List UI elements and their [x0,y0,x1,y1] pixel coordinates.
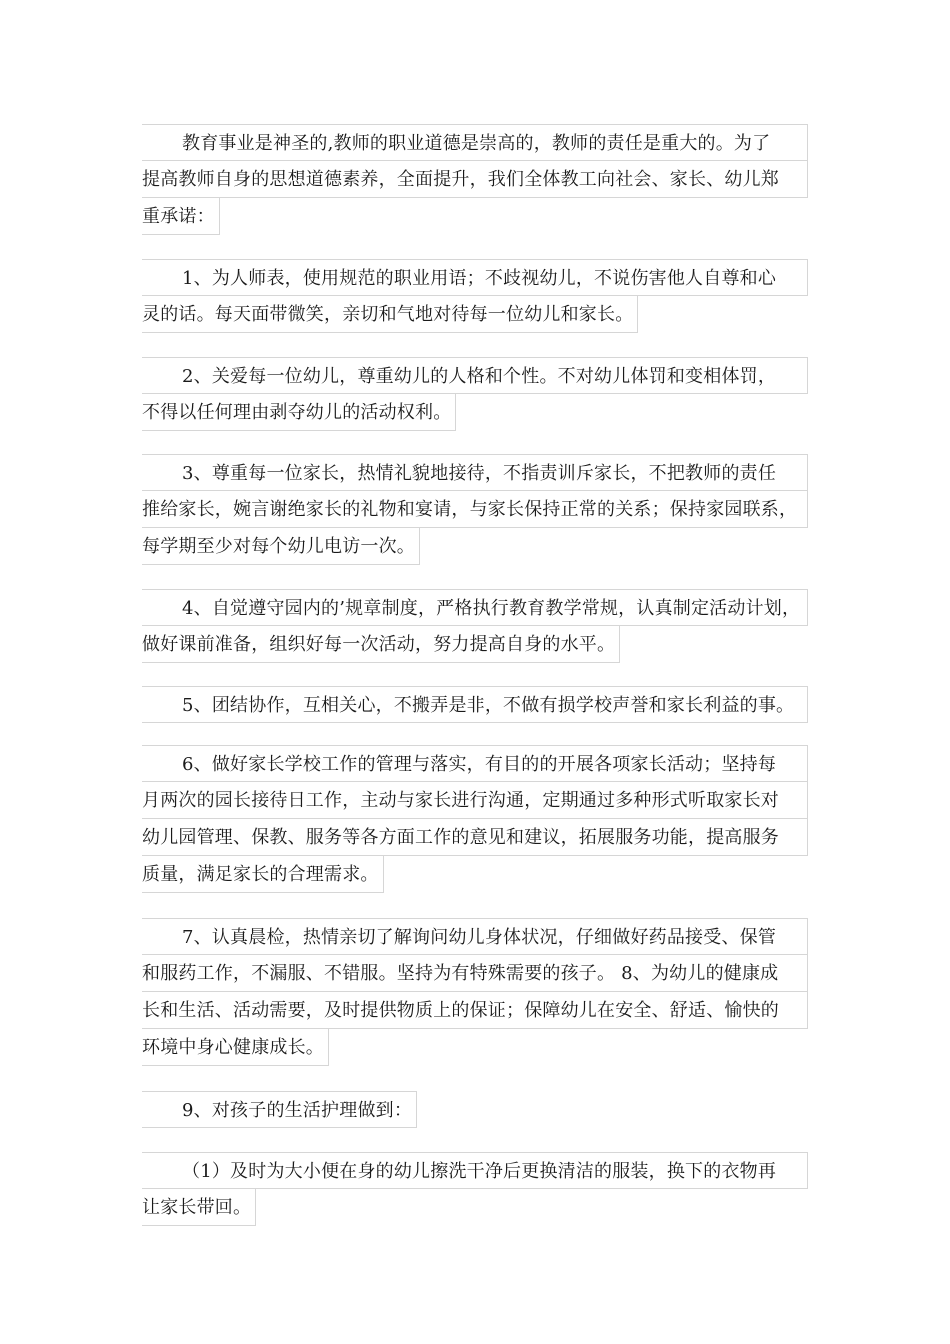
text-line: 3、尊重每一位家长，热情礼貌地接待，不指责训斥家长，不把教师的责任 [142,454,808,491]
text-line: 每学期至少对每个幼儿电访一次。 [142,528,420,565]
paragraph-item-5 [142,686,808,723]
paragraph-item-3 [142,454,808,569]
text-line: （1）及时为大小便在身的幼儿擦洗干净后更换清洁的服装，换下的衣物再 [142,1152,808,1189]
text-line: 1、为人师表，使用规范的职业用语；不歧视幼儿，不说伤害他人自尊和心 [142,259,808,296]
paragraph-item-7 [142,918,808,1070]
text-line: 提高教师自身的思想道德素养，全面提升，我们全体教工向社会、家长、幼儿郑 [142,161,808,198]
text-line: 幼儿园管理、保教、服务等各方面工作的意见和建议，拓展服务功能，提高服务 [142,819,808,856]
text-line: 教育事业是神圣的,教师的职业道德是崇高的，教师的责任是重大的。为了 [142,124,808,161]
text-line: 做好课前准备，组织好每一次活动，努力提高自身的水平。 [142,626,620,663]
text-line: 7、认真晨检，热情亲切了解询问幼儿身体状况，仔细做好药品接受、保管 [142,918,808,955]
paragraph-item-9-1 [142,1152,808,1230]
text-line: 9、对孩子的生活护理做到： [142,1091,417,1128]
text-line: 不得以任何理由剥夺幼儿的活动权利。 [142,394,456,431]
text-line: 重承诺： [142,198,220,235]
text-line: 长和生活、活动需要，及时提供物质上的保证；保障幼儿在安全、舒适、愉快的 [142,992,808,1029]
paragraph-item-1 [142,259,808,337]
text-line: 让家长带回。 [142,1189,256,1226]
text-line: 质量，满足家长的合理需求。 [142,856,384,893]
text-line: 环境中身心健康成长。 [142,1029,329,1066]
paragraph-item-9 [142,1091,808,1132]
paragraph-item-2 [142,357,808,435]
text-line: 5、团结协作，互相关心，不搬弄是非，不做有损学校声誉和家长利益的事。 [142,686,808,723]
paragraph-item-6 [142,745,808,897]
text-line: 推给家长，婉言谢绝家长的礼物和宴请，与家长保持正常的关系；保持家园联系， [142,491,808,528]
text-line: 灵的话。每天面带微笑，亲切和气地对待每一位幼儿和家长。 [142,296,638,333]
text-line: 6、做好家长学校工作的管理与落实，有目的的开展各项家长活动；坚持每 [142,745,808,782]
text-line: 4、自觉遵守园内的’规章制度，严格执行教育教学常规，认真制定活动计划， [142,589,808,626]
paragraph-item-4 [142,589,808,667]
text-line: 2、关爱每一位幼儿，尊重幼儿的人格和个性。不对幼儿体罚和变相体罚， [142,357,808,394]
text-line: 和服药工作，不漏服、不错服。坚持为有特殊需要的孩子。 8、为幼儿的健康成 [142,955,808,992]
text-line: 月两次的园长接待日工作，主动与家长进行沟通，定期通过多种形式听取家长对 [142,782,808,819]
paragraph-intro [142,124,808,239]
